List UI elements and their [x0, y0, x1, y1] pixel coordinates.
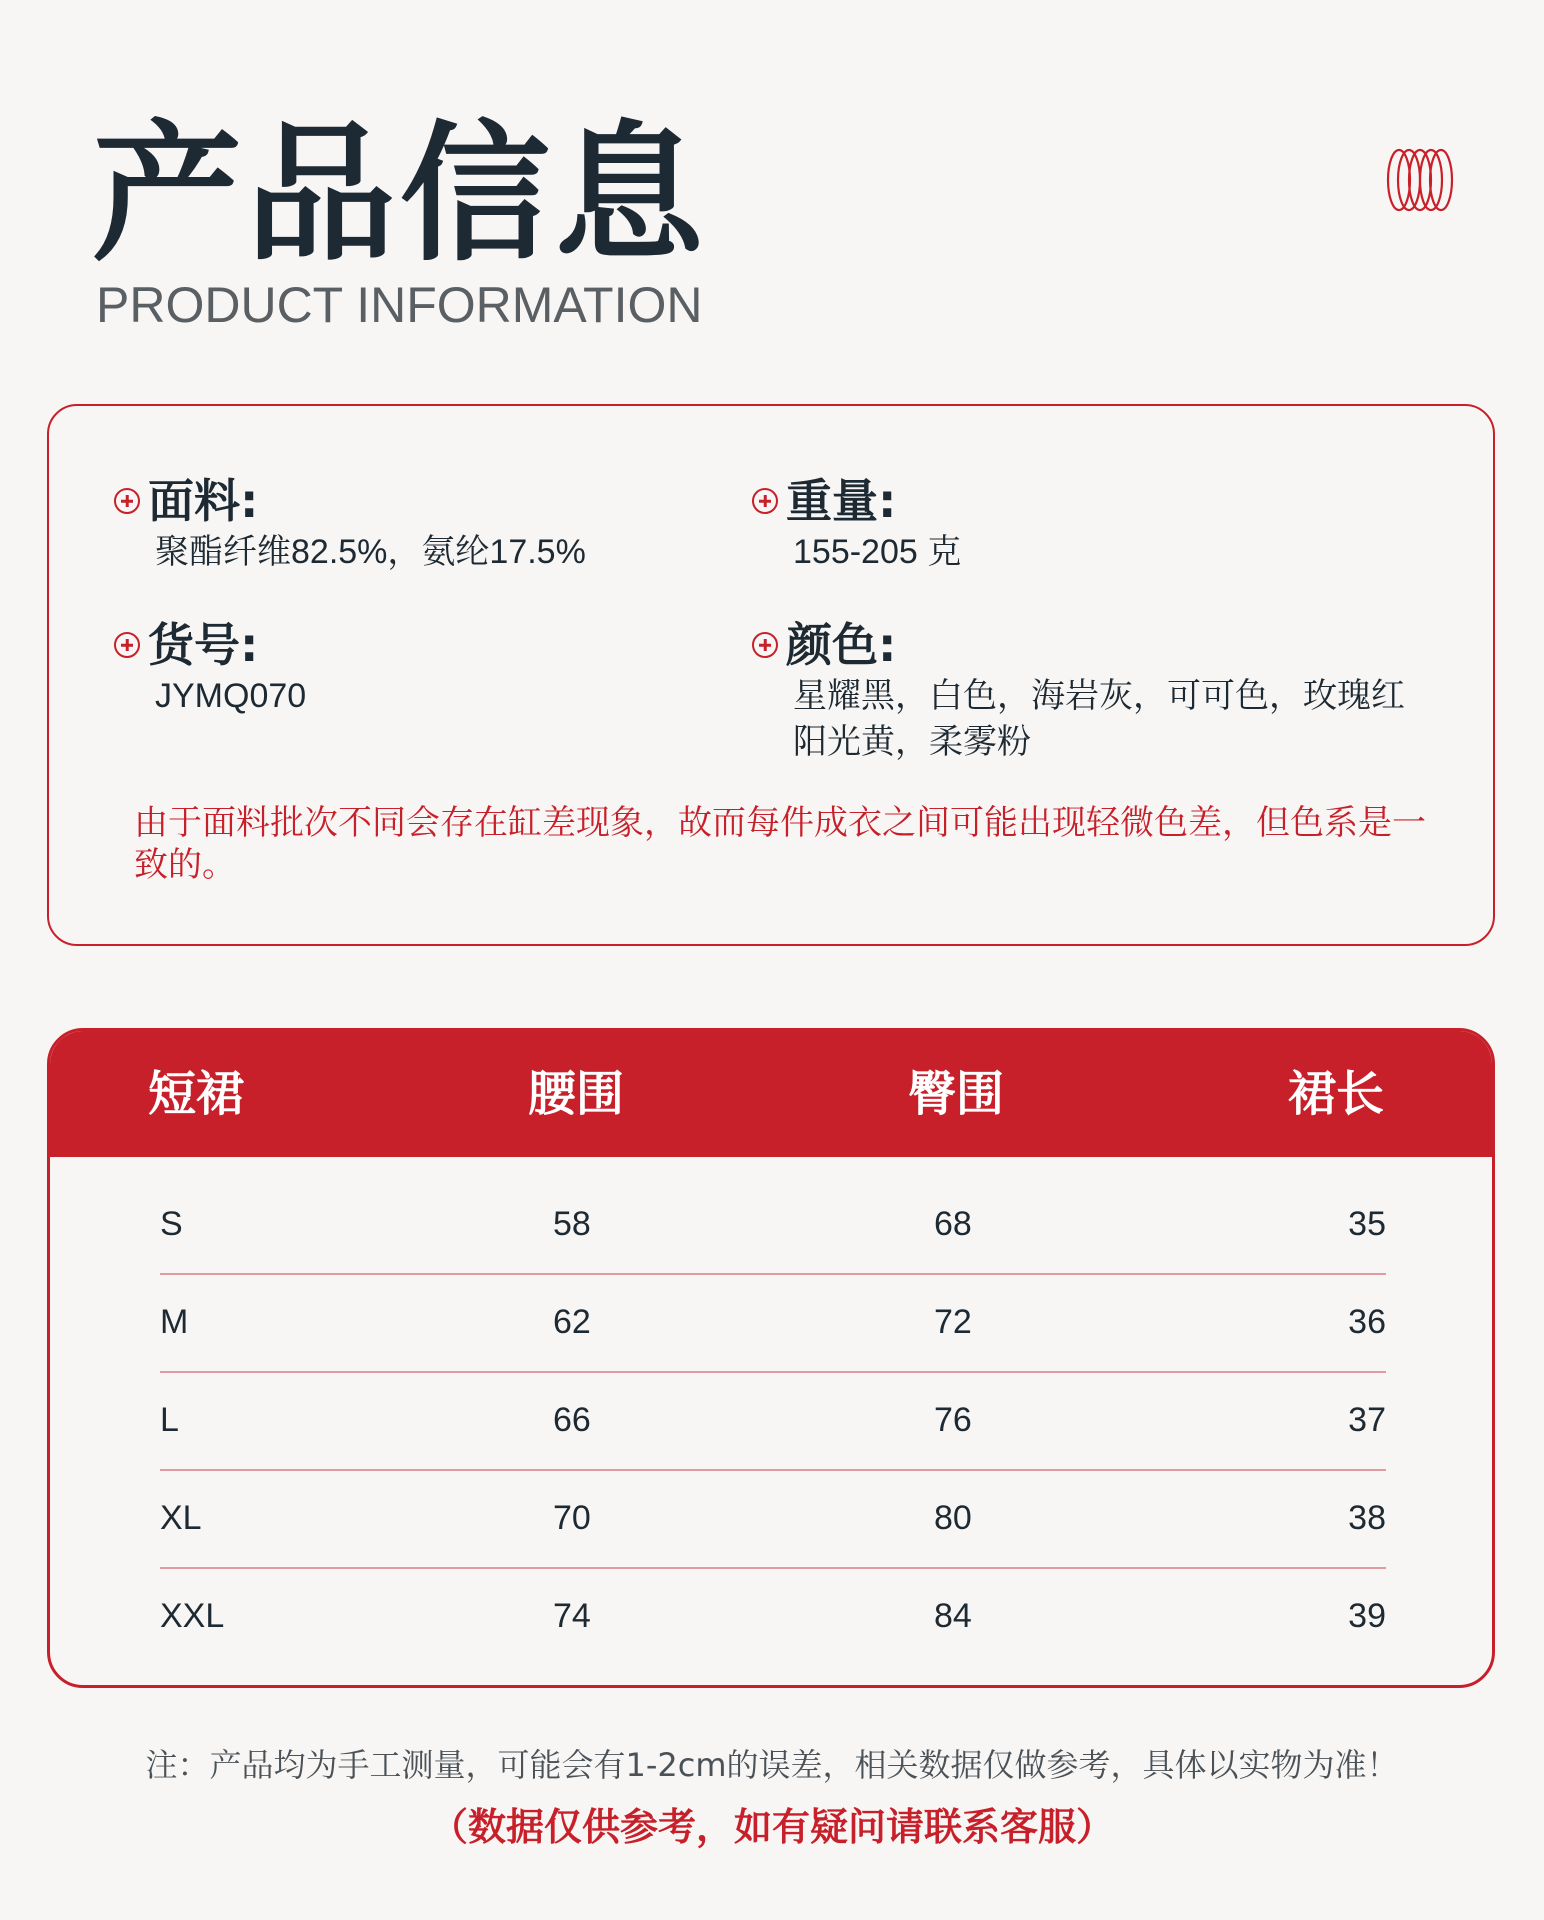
plus-circle-icon — [752, 632, 778, 658]
item-no-value: JYMQ070 — [155, 677, 307, 715]
length-cell: 38 — [1348, 1499, 1386, 1537]
waist-cell: 70 — [553, 1499, 591, 1537]
waist-cell: 62 — [553, 1303, 591, 1341]
hip-cell: 68 — [934, 1205, 972, 1243]
waist-cell: 74 — [553, 1597, 591, 1635]
header-skirt: 短裙 — [148, 1066, 245, 1122]
rings-icon — [1385, 146, 1455, 214]
size-table — [47, 1028, 1495, 1688]
size-cell: M — [160, 1303, 189, 1341]
weight-value: 155-205 克 — [793, 533, 962, 571]
table-row — [160, 1371, 1386, 1471]
page-subtitle: PRODUCT INFORMATION — [96, 277, 703, 333]
product-info-box — [47, 404, 1495, 946]
table-row — [160, 1273, 1386, 1373]
plus-circle-icon — [114, 488, 140, 514]
length-cell: 37 — [1348, 1401, 1386, 1439]
color-variance-notice: 由于面料批次不同会存在缸差现象，故而每件成衣之间可能出现轻微色差，但色系是一致的。 — [134, 803, 1426, 885]
page-title: 产品信息 — [92, 108, 709, 282]
hip-cell: 72 — [934, 1303, 972, 1341]
color-value-line2: 阳光黄，柔雾粉 — [793, 723, 1031, 761]
table-header — [50, 1031, 1492, 1157]
color-label: 颜色: — [786, 618, 897, 672]
header-waist: 腰围 — [528, 1066, 625, 1122]
waist-cell: 58 — [553, 1205, 591, 1243]
measurement-note: 注：产品均为手工测量，可能会有1-2cm的误差，相关数据仅做参考，具体以实物为准！ — [145, 1746, 1399, 1784]
fabric-label: 面料: — [148, 474, 259, 528]
size-cell: XL — [160, 1499, 202, 1537]
length-cell: 39 — [1348, 1597, 1386, 1635]
fabric-field — [114, 468, 586, 574]
plus-circle-icon — [114, 632, 140, 658]
color-field — [752, 612, 1405, 764]
size-cell: XXL — [160, 1597, 225, 1635]
hip-cell: 84 — [934, 1597, 972, 1635]
weight-label: 重量: — [786, 474, 897, 528]
header-length: 裙长 — [1288, 1066, 1385, 1122]
header-hip: 臀围 — [908, 1066, 1005, 1122]
length-cell: 35 — [1348, 1205, 1386, 1243]
hip-cell: 80 — [934, 1499, 972, 1537]
size-cell: S — [160, 1205, 183, 1243]
item-no-label: 货号: — [148, 618, 259, 672]
weight-field — [752, 468, 961, 574]
hip-cell: 76 — [934, 1401, 972, 1439]
table-row — [160, 1469, 1386, 1569]
table-row — [160, 1175, 1386, 1275]
size-cell: L — [160, 1401, 179, 1439]
fabric-value: 聚酯纤维82.5%，氨纶17.5% — [155, 533, 586, 571]
plus-circle-icon — [752, 488, 778, 514]
reference-disclaimer: （数据仅供参考，如有疑问请联系客服） — [429, 1805, 1114, 1849]
waist-cell: 66 — [553, 1401, 591, 1439]
item-no-field — [114, 612, 306, 718]
color-value-line1: 星耀黑，白色，海岩灰，可可色，玫瑰红 — [793, 677, 1405, 715]
length-cell: 36 — [1348, 1303, 1386, 1341]
table-row — [160, 1567, 1386, 1665]
